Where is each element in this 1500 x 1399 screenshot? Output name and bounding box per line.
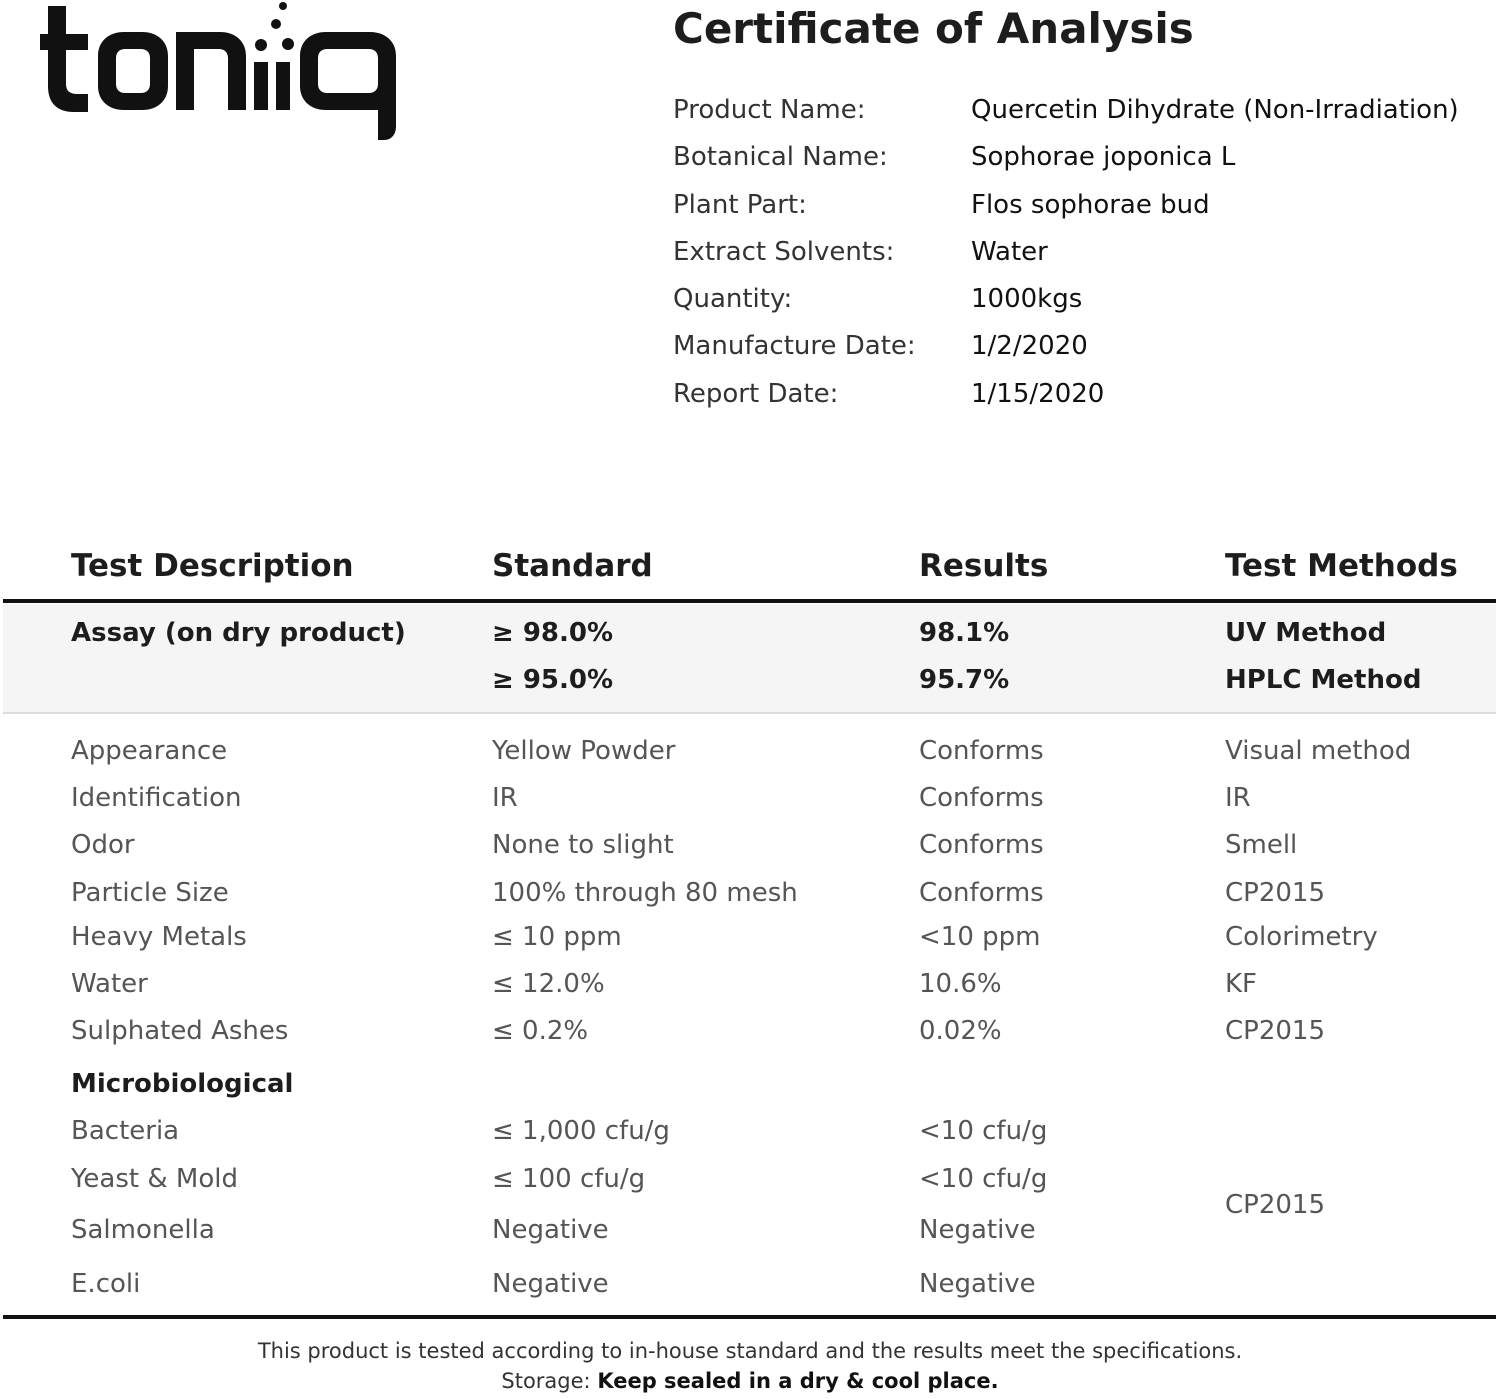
table-bottom-divider bbox=[3, 1315, 1496, 1319]
document-title: Certificate of Analysis bbox=[673, 4, 1194, 53]
assay-description: Assay (on dry product) bbox=[71, 618, 406, 648]
info-row-product-name bbox=[673, 90, 1459, 137]
row-standard: Negative bbox=[492, 1269, 609, 1299]
row-description: Salmonella bbox=[71, 1215, 215, 1245]
header-test-description: Test Description bbox=[71, 548, 354, 584]
assay-standard: ≥ 98.0% bbox=[492, 618, 614, 648]
assay-method: HPLC Method bbox=[1225, 665, 1422, 695]
row-description: Odor bbox=[71, 830, 135, 860]
row-result: <10 cfu/g bbox=[919, 1164, 1048, 1194]
info-label: Quantity: bbox=[673, 284, 793, 315]
row-description: Particle Size bbox=[71, 878, 229, 908]
info-value: 1/15/2020 bbox=[971, 378, 1105, 409]
info-value: Water bbox=[971, 236, 1048, 267]
row-standard: None to slight bbox=[492, 830, 674, 860]
row-description: Appearance bbox=[71, 736, 228, 766]
storage-value: Keep sealed in a dry & cool place. bbox=[597, 1369, 999, 1393]
assay-result: 95.7% bbox=[919, 665, 1010, 695]
row-standard: Negative bbox=[492, 1215, 609, 1245]
row-standard: 100% through 80 mesh bbox=[492, 878, 798, 908]
row-method: Smell bbox=[1225, 830, 1298, 860]
row-result: Conforms bbox=[919, 878, 1044, 908]
row-method: KF bbox=[1225, 969, 1258, 999]
row-result: <10 ppm bbox=[919, 922, 1041, 952]
micro-method: CP2015 bbox=[1225, 1190, 1326, 1220]
row-standard: ≤ 12.0% bbox=[492, 969, 605, 999]
row-method: Visual method bbox=[1225, 736, 1412, 766]
storage-label: Storage: bbox=[501, 1369, 591, 1393]
row-standard: ≤ 100 cfu/g bbox=[492, 1164, 646, 1194]
info-row-plant-part bbox=[673, 185, 1459, 232]
info-row-report-date bbox=[673, 374, 1459, 421]
row-standard: ≤ 10 ppm bbox=[492, 922, 622, 952]
info-label: Botanical Name: bbox=[673, 142, 888, 173]
header-divider bbox=[3, 599, 1496, 603]
row-description: Bacteria bbox=[71, 1116, 180, 1146]
info-row-botanical-name bbox=[673, 137, 1459, 184]
row-standard: ≤ 1,000 cfu/g bbox=[492, 1116, 670, 1146]
info-value: 1000kgs bbox=[971, 284, 1083, 315]
row-description: Heavy Metals bbox=[71, 922, 247, 952]
info-label: Plant Part: bbox=[673, 189, 807, 220]
info-value: 1/2/2020 bbox=[971, 331, 1088, 362]
header-test-methods: Test Methods bbox=[1225, 548, 1458, 584]
row-result: Conforms bbox=[919, 736, 1044, 766]
info-row-extract-solvents bbox=[673, 232, 1459, 279]
assay-standard: ≥ 95.0% bbox=[492, 665, 614, 695]
info-row-quantity bbox=[673, 279, 1459, 326]
row-method: IR bbox=[1225, 783, 1251, 813]
header-standard: Standard bbox=[492, 548, 653, 584]
row-method: CP2015 bbox=[1225, 878, 1326, 908]
microbiological-heading: Microbiological bbox=[71, 1069, 294, 1099]
row-description: Water bbox=[71, 969, 148, 999]
info-value: Quercetin Dihydrate (Non-Irradiation) bbox=[971, 95, 1459, 125]
row-result: Conforms bbox=[919, 783, 1044, 813]
product-info bbox=[673, 90, 1459, 421]
table-header bbox=[0, 548, 1496, 600]
header-results: Results bbox=[919, 548, 1049, 584]
info-label: Manufacture Date: bbox=[673, 331, 916, 362]
row-result: <10 cfu/g bbox=[919, 1116, 1048, 1146]
toniq-logo bbox=[36, 0, 436, 145]
info-label: Report Date: bbox=[673, 378, 839, 409]
row-result: 0.02% bbox=[919, 1016, 1002, 1046]
info-value: Flos sophorae bud bbox=[971, 189, 1210, 220]
footer-storage bbox=[0, 1369, 1500, 1393]
row-standard: IR bbox=[492, 783, 518, 813]
footer-note: This product is tested according to in-house standard and the results meet the specifications. bbox=[257, 1339, 1243, 1363]
row-result: Conforms bbox=[919, 830, 1044, 860]
row-method: CP2015 bbox=[1225, 1016, 1326, 1046]
info-label: Extract Solvents: bbox=[673, 236, 895, 267]
info-value: Sophorae joponica L bbox=[971, 142, 1236, 173]
row-result: Negative bbox=[919, 1269, 1036, 1299]
assay-method: UV Method bbox=[1225, 618, 1387, 648]
row-description: Identification bbox=[71, 783, 242, 813]
row-result: Negative bbox=[919, 1215, 1036, 1245]
info-label: Product Name: bbox=[673, 95, 866, 125]
row-standard: Yellow Powder bbox=[492, 736, 676, 766]
row-result: 10.6% bbox=[919, 969, 1002, 999]
assay-result: 98.1% bbox=[919, 618, 1010, 648]
row-description: E.coli bbox=[71, 1269, 141, 1299]
info-row-manufacture-date bbox=[673, 326, 1459, 373]
row-standard: ≤ 0.2% bbox=[492, 1016, 589, 1046]
row-description: Yeast & Mold bbox=[71, 1164, 238, 1194]
row-description: Sulphated Ashes bbox=[71, 1016, 289, 1046]
row-method: Colorimetry bbox=[1225, 922, 1378, 952]
